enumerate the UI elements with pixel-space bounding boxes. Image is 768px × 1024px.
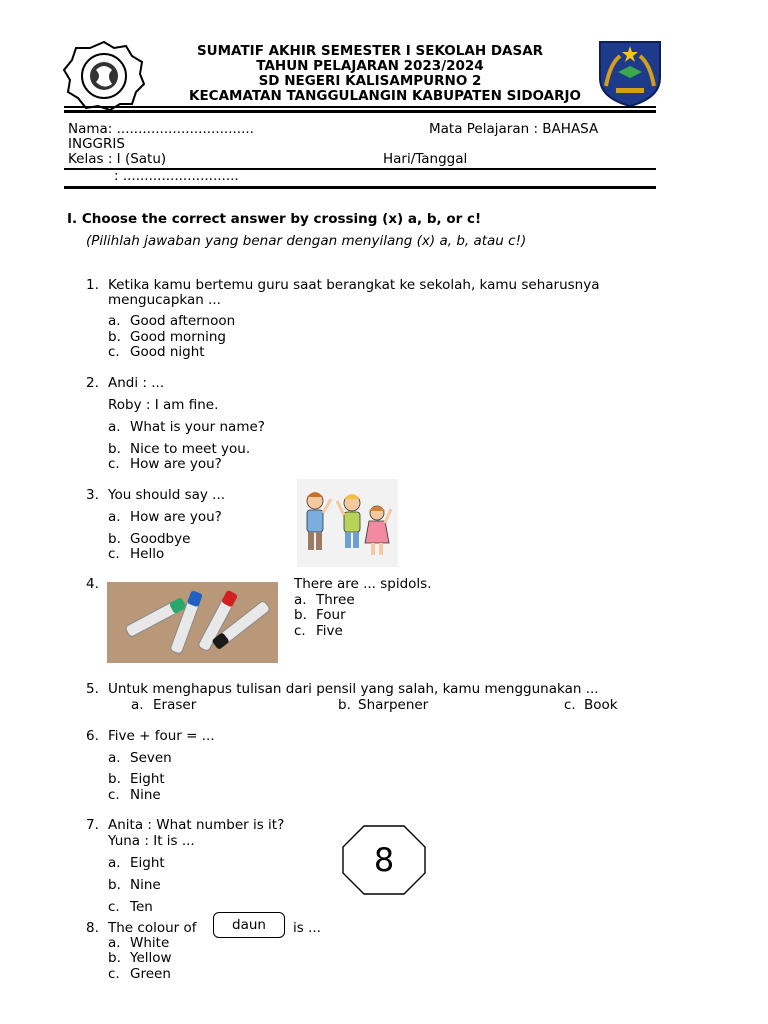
q7-option-a[interactable]: a. Eight bbox=[108, 855, 165, 871]
q4-number: 4. bbox=[86, 576, 99, 592]
header-rule-thin bbox=[64, 106, 656, 108]
q7-option-c[interactable]: c. Ten bbox=[108, 899, 153, 915]
q2-dialog-line2: Roby : I am fine. bbox=[108, 397, 219, 413]
octagon-number-shape bbox=[342, 825, 426, 895]
subject-field: Mata Pelajaran : BAHASA bbox=[429, 121, 599, 137]
q7-dialog-line2: Yuna : It is ... bbox=[108, 833, 195, 849]
q3-option-c[interactable]: c. Hello bbox=[108, 546, 165, 562]
q3-option-b[interactable]: b. Goodbye bbox=[108, 531, 191, 547]
children-waving-image bbox=[297, 479, 398, 567]
header-line-3: SD NEGERI KALISAMPURNO 2 bbox=[258, 73, 482, 89]
q8-option-c[interactable]: c. Green bbox=[108, 966, 171, 982]
q5-option-b[interactable]: b. Sharpener bbox=[338, 697, 429, 713]
q2-option-b[interactable]: b. Nice to meet you. bbox=[108, 441, 251, 457]
q3-text: You should say ... bbox=[108, 487, 226, 503]
section-subtitle: (Pilihlah jawaban yang benar dengan menyilang (x) a, b, atau c!) bbox=[86, 233, 527, 249]
q5-option-c[interactable]: c. Book bbox=[564, 697, 618, 713]
q2-option-c[interactable]: c. How are you? bbox=[108, 456, 222, 472]
header-line-2: TAHUN PELAJARAN 2023/2024 bbox=[256, 58, 484, 74]
header-line-4: KECAMATAN TANGGULANGIN KABUPATEN SIDOARJO bbox=[188, 88, 581, 104]
identity-rule-thick bbox=[64, 186, 656, 189]
q4-text: There are ... spidols. bbox=[294, 576, 432, 592]
class-field: Kelas : I (Satu) bbox=[68, 151, 167, 167]
q2-number: 2. bbox=[86, 375, 99, 391]
education-shield-icon bbox=[596, 38, 664, 108]
q3-number: 3. bbox=[86, 487, 99, 503]
q5-number: 5. bbox=[86, 681, 99, 697]
q6-number: 6. bbox=[86, 728, 99, 744]
q7-dialog-line1: Anita : What number is it? bbox=[108, 817, 285, 833]
q5-option-a[interactable]: a. Eraser bbox=[131, 697, 197, 713]
q1-option-a[interactable]: a. Good afternoon bbox=[108, 313, 236, 329]
section-title: I. Choose the correct answer by crossing (x) a, b, or c! bbox=[67, 211, 482, 227]
q6-text: Five + four = ... bbox=[108, 728, 215, 744]
q4-option-c[interactable]: c. Five bbox=[294, 623, 343, 639]
q5-text: Untuk menghapus tulisan dari pensil yang salah, kamu menggunakan ... bbox=[108, 681, 599, 697]
header-line-1: SUMATIF AKHIR SEMESTER I SEKOLAH DASAR bbox=[196, 43, 544, 59]
name-field: Nama: ................................ bbox=[68, 121, 254, 137]
q2-option-a[interactable]: a. What is your name? bbox=[108, 419, 265, 435]
date-continuation: : ........................... bbox=[114, 168, 239, 184]
date-field: Hari/Tanggal bbox=[383, 151, 468, 167]
q2-dialog-line1: Andi : ... bbox=[108, 375, 165, 391]
q8-text-before: The colour of bbox=[108, 920, 197, 936]
q4-option-b[interactable]: b. Four bbox=[294, 607, 346, 623]
q8-number: 8. bbox=[86, 920, 99, 936]
q8-option-a[interactable]: a. White bbox=[108, 935, 170, 951]
q8-word-box bbox=[213, 912, 285, 938]
q6-option-b[interactable]: b. Eight bbox=[108, 771, 165, 787]
q8-option-b[interactable]: b. Yellow bbox=[108, 950, 172, 966]
q4-option-a[interactable]: a. Three bbox=[294, 592, 355, 608]
q7-number: 7. bbox=[86, 817, 99, 833]
q1-number: 1. bbox=[86, 277, 99, 293]
q8-text-after: is ... bbox=[293, 920, 321, 936]
q1-option-b[interactable]: b. Good morning bbox=[108, 329, 226, 345]
octagon-number-text: 8 bbox=[373, 841, 395, 879]
q7-option-b[interactable]: b. Nine bbox=[108, 877, 161, 893]
markers-photo bbox=[107, 582, 278, 663]
q6-option-c[interactable]: c. Nine bbox=[108, 787, 161, 803]
q1-text-line1: Ketika kamu bertemu guru saat berangkat ke sekolah, kamu seharusnya bbox=[108, 277, 600, 293]
subject-continuation: INGGRIS bbox=[68, 136, 125, 152]
header-rule-thick bbox=[64, 110, 656, 113]
q1-text-line2: mengucapkan ... bbox=[108, 292, 221, 308]
q6-option-a[interactable]: a. Seven bbox=[108, 750, 172, 766]
q8-word: daun bbox=[232, 917, 266, 933]
q1-option-c[interactable]: c. Good night bbox=[108, 344, 205, 360]
q3-option-a[interactable]: a. How are you? bbox=[108, 509, 222, 525]
